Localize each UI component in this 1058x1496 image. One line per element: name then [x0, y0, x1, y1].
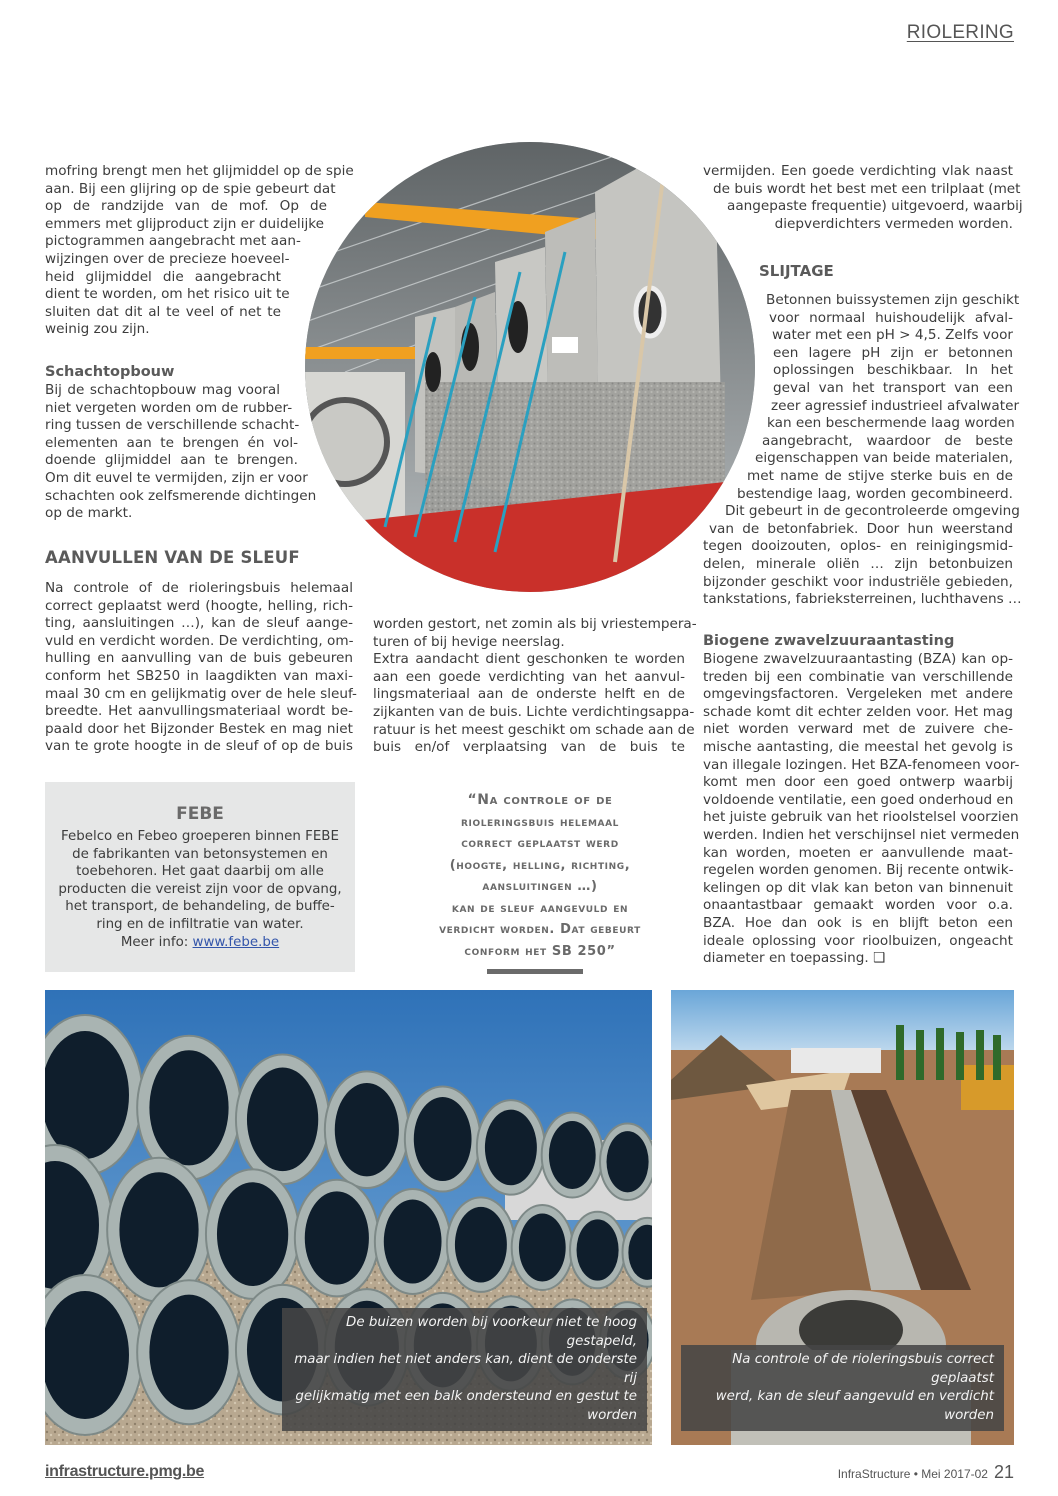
- text-line: turen of bij hevige neerslag.: [373, 633, 565, 650]
- text-line: buis en/of verplaatsing van de buis te: [373, 739, 685, 756]
- text-line: ideale oplossing voor rioolbuizen, ongeacht: [703, 932, 1013, 949]
- body-text-bza: [703, 651, 1020, 968]
- text-line: van de betonfabriek. Door hun weerstand: [709, 520, 1013, 537]
- text-line: regelen worden genomen. Bij recente ontwik-: [703, 862, 1014, 879]
- quote-line: “Na controle of de: [467, 792, 613, 808]
- text-line: kan worden, moeten er aanvullende maat-: [703, 844, 1013, 861]
- text-line: een lagere pH zijn er betonnen: [773, 344, 1013, 361]
- heading-slijtage: SLIJTAGE: [759, 262, 834, 280]
- text-line: zeer agressief industrieel afvalwater: [771, 397, 1020, 414]
- text-line: bijzonder geschikt voor industriële gebieden,: [703, 573, 1013, 590]
- pipe-opening: [519, 1213, 566, 1281]
- page-number: 21: [993, 1462, 1014, 1482]
- body-text-aanvullen: [45, 580, 357, 756]
- pipe-opening: [217, 1182, 288, 1286]
- text-line: pictogrammen aangebracht met aan-: [45, 233, 301, 250]
- text-line: sluiten dat dit al te veel of net te: [45, 303, 281, 320]
- heading-aanvullen: AANVULLEN VAN DE SLEUF: [45, 548, 300, 567]
- text-line: de buis wordt het best met een trilplaat (met: [713, 180, 1021, 197]
- pipe-opening: [305, 1191, 369, 1284]
- pipe-opening: [45, 1031, 129, 1159]
- quote-line: verdicht worden. Dat gebeurt: [439, 922, 641, 937]
- circle-photo-manhole-elements: [305, 142, 755, 592]
- factory-photo-illustration: [305, 142, 755, 592]
- febe-website-link[interactable]: www.febe.be: [192, 934, 280, 950]
- text-line: mische aantasting, die meestal het gevolg is: [703, 738, 1013, 755]
- text-line: oplossingen beschikbaar. In het: [773, 362, 1013, 379]
- quote-divider: [487, 969, 583, 974]
- section-tag: RIOLERING: [906, 22, 1014, 43]
- pipe-opening: [607, 1131, 649, 1192]
- text-line: aan een goede verdichting van het aanvul-: [373, 668, 685, 685]
- text-line: water met een pH > 4,5. Zelfs voor: [772, 327, 1014, 344]
- caption-line: gelijkmatig met een balk ondersteund en gestut te worden: [295, 1389, 637, 1423]
- text-line: kelingen op dit vlak kan beton van binnenuit: [703, 879, 1013, 896]
- text-line: niet worden verward met de zuivere che-: [703, 721, 1013, 738]
- febe-info-box: [45, 782, 355, 972]
- pull-quote: [395, 790, 685, 962]
- febe-title: FEBE: [176, 804, 224, 824]
- text-line: Bij de schachtopbouw mag vooral: [45, 382, 280, 398]
- text-line: omgevingsfactoren. Vergeleken met andere: [703, 686, 1013, 703]
- text-line: schade komt dit echter zelden voor. Het mag: [703, 703, 1013, 720]
- pipe-opening: [414, 1097, 472, 1181]
- photo-stacked-pipes: [45, 990, 652, 1445]
- text-line: vermijden. Een goede verdichting vlak naast: [703, 163, 1013, 179]
- pipe-opening: [485, 1110, 537, 1186]
- text-line: met name de stijve sterke buis en de: [747, 467, 1013, 484]
- text-line: Betonnen buissystemen zijn geschikt: [766, 292, 1020, 308]
- text-line: weinig zou zijn.: [45, 321, 150, 338]
- body-text-schachtopbouw: [45, 382, 315, 523]
- pipe-opening: [384, 1200, 442, 1284]
- pipe-opening: [455, 1207, 507, 1283]
- text-line: correct geplaatst werd (hoogte, helling, rich-: [45, 597, 353, 614]
- text-line: Extra aandacht dient geschonken te worden: [373, 651, 685, 668]
- text-line: producten die vereist zijn voor de opvang,: [58, 881, 342, 897]
- text-line: Febelco en Febeo groeperen binnen FEBE: [61, 829, 339, 844]
- more-info-line: [45, 934, 355, 952]
- text-line: aan. Bij een glijring op de spie gebeurt dat: [45, 180, 336, 197]
- quote-line: (hoogte, helling, richting,: [449, 857, 631, 873]
- text-line: emmers met glijproduct zijn er duidelijke: [45, 215, 325, 232]
- text-line: het transport, de behandeling, de buffe-: [65, 899, 335, 915]
- text-line: tegen dooizouten, oplos- en reinigingsmid-: [703, 538, 1013, 555]
- caption-line: De buizen worden bij voorkeur niet te hoog gestapeld,: [346, 1315, 637, 1349]
- pipe-opening: [335, 1083, 399, 1176]
- text-line: lingsmateriaal aan de onderste helft en de: [373, 686, 685, 703]
- body-text-slijtage: [703, 292, 1022, 609]
- text-line: heid glijmiddel die aangebracht: [45, 268, 281, 285]
- text-line: eigenschappen van beide materialen,: [755, 450, 1013, 467]
- text-line: paald door het Bijzonder Bestek en mag niet: [45, 720, 353, 737]
- pipe-opening: [577, 1219, 619, 1280]
- text-line: tankstations, fabrieksterreinen, luchthavens …: [703, 591, 1022, 608]
- text-line: elementen aan te brengen én vol-: [45, 434, 298, 451]
- pipe-opening: [247, 1067, 318, 1171]
- pipe-opening: [549, 1121, 596, 1189]
- text-line: worden gestort, net zomin als bij vriestempera-: [373, 616, 697, 632]
- text-line: diameter en toepassing. ❑: [703, 950, 886, 967]
- quote-line: aansluitingen …): [482, 879, 598, 894]
- caption-line: maar indien het niet anders kan, dient de onderste rij: [294, 1352, 637, 1386]
- text-line: doende glijmiddel aan te brengen.: [45, 452, 298, 469]
- pipe-opening: [149, 1050, 228, 1165]
- pipe-opening: [45, 1291, 129, 1419]
- more-info-label: Meer info:: [120, 934, 193, 950]
- text-line: ring tussen de verschillende schacht-: [45, 417, 300, 434]
- text-line: Biogene zwavelzuuraantasting (BZA) kan op-: [703, 651, 1013, 667]
- quote-line: rioleringsbuis helemaal: [460, 814, 619, 830]
- text-line: Na controle of de rioleringsbuis helemaal: [45, 580, 353, 596]
- text-line: hulling en aanvulling van de buis gebeuren: [45, 650, 353, 667]
- caption-pipes: [282, 1308, 647, 1431]
- quote-line: conform het SB 250”: [464, 943, 616, 959]
- text-line: werden. Indien het verschijnsel niet vermeden: [703, 826, 1020, 843]
- text-line: ratuur is het meest geschikt om schade aan de: [373, 721, 695, 738]
- text-line: aangepaste frequentie) uitgevoerd, waarbij: [727, 198, 1023, 215]
- pipe-opening: [119, 1172, 198, 1287]
- text-line: kan een beschermende laag worden: [767, 415, 1015, 432]
- subheading-schachtopbouw: Schachtopbouw: [45, 364, 175, 380]
- footer-website-link[interactable]: infrastructure.pmg.be: [45, 1463, 205, 1480]
- text-line: van te grote hoogte in de sleuf of op de buis: [45, 738, 353, 755]
- caption-line: Na controle of de rioleringsbuis correct geplaatst: [732, 1352, 994, 1386]
- body-text-col3-intro: [703, 163, 1023, 233]
- text-line: ting, aansluitingen …), kan de sleuf aange-: [45, 615, 353, 632]
- text-line: ring en de infiltratie van water.: [96, 916, 304, 932]
- subheading-bza: Biogene zwavelzuuraantasting: [703, 633, 955, 649]
- text-line: mofring brengt men het glijmiddel op de spie: [45, 163, 354, 179]
- publication-name: InfraStructure • Mei 2017-02: [837, 1467, 988, 1481]
- footer-publication-info: [838, 1462, 1014, 1483]
- text-line: toebehoren. Het gaat daarbij om alle: [76, 864, 324, 880]
- body-text-col1-intro: [45, 163, 354, 339]
- text-line: maal 30 cm en gelijkmatig over de hele sleuf-: [45, 685, 357, 702]
- text-line: op de markt.: [45, 505, 133, 522]
- text-line: vuld en verdicht worden. De verdichting, om-: [45, 632, 354, 649]
- text-line: aangebracht, waardoor de beste: [762, 432, 1013, 449]
- text-line: het juiste gebruik van het rioolstelsel voorzien: [703, 809, 1019, 826]
- text-line: voor normaal huishoudelijk afval-: [769, 309, 1013, 326]
- body-text-col2: [373, 616, 697, 757]
- text-line: zijkanten van de buis. Lichte verdichtingsappa-: [373, 703, 695, 720]
- text-line: schachten ook zelfsmerende dichtingen: [45, 487, 317, 504]
- text-line: niet vergeten worden om de rubber-: [45, 399, 293, 416]
- caption-trench: [681, 1345, 1004, 1431]
- text-line: treden bij een combinatie van verschillende: [703, 668, 1013, 685]
- text-line: Dit gebeurt in de gecontroleerde omgeving: [725, 503, 1020, 520]
- text-line: wijzingen over de precieze hoeveel-: [45, 250, 290, 267]
- text-line: dient te worden, om het risico uit te: [45, 286, 290, 303]
- generator: [961, 1065, 1014, 1110]
- text-line: komt men door een goed ontwerp waarbij: [703, 774, 1013, 791]
- text-line: onaantastbaar gemaakt worden voor o.a.: [703, 897, 1013, 914]
- text-line: geval van het transport van een: [773, 379, 1013, 396]
- text-line: breedte. Het aanvullingsmateriaal wordt be-: [45, 703, 353, 720]
- caption-line: werd, kan de sleuf aangevuld en verdicht worden: [715, 1389, 994, 1423]
- quote-line: correct geplaatst werd: [461, 836, 619, 851]
- quote-line: kan de sleuf aangevuld en: [451, 900, 629, 916]
- text-line: conform het SB250 in laagdikten van maxi-: [45, 667, 353, 684]
- text-line: van illegale lozingen. Het BZA-fenomeen voor-: [703, 756, 1020, 773]
- text-line: diepverdichters vermeden worden.: [774, 215, 1013, 232]
- text-line: delen, minerale oliën … zijn betonbuizen: [703, 555, 1013, 572]
- text-line: Om dit euvel te vermijden, zijn er voor: [45, 469, 308, 486]
- febe-text: [45, 828, 355, 951]
- pipe-opening: [149, 1295, 228, 1410]
- text-line: op de randzijde van de mof. Op de: [45, 198, 327, 215]
- text-line: de fabrikanten van betonsystemen en: [72, 846, 328, 862]
- webeco-logo: [552, 337, 578, 353]
- text-line: BZA. Hoe dan ook is en blijft beton een: [703, 914, 1013, 931]
- photo-sewer-trench: [671, 990, 1014, 1445]
- text-line: bestendige laag, worden gecombineerd.: [737, 485, 1013, 502]
- text-line: voldoende ventilatie, een goed onderhoud en: [703, 791, 1014, 808]
